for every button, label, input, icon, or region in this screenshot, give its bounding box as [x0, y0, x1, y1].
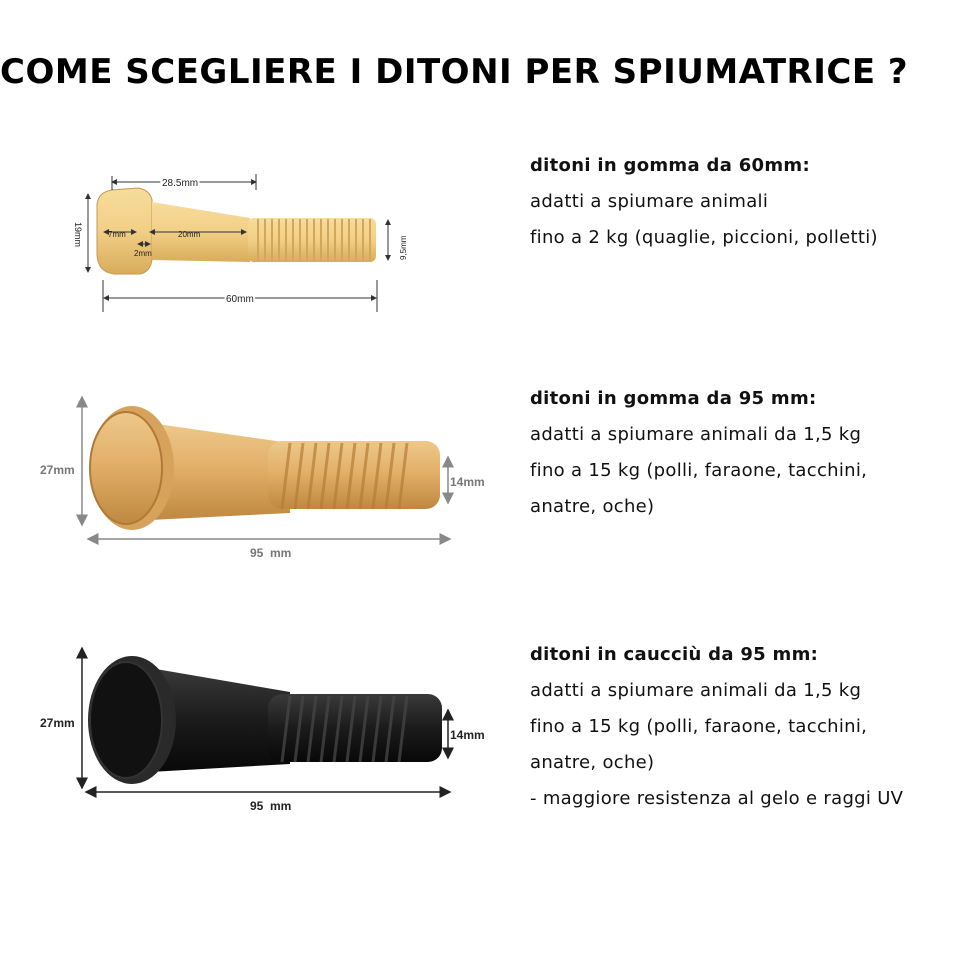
- product-line: adatti a spiumare animali: [530, 191, 769, 212]
- product-line: anatre, oche): [530, 752, 655, 773]
- product-60mm-description: [530, 148, 980, 256]
- finger-60mm-body: [97, 188, 376, 274]
- product-heading: ditoni in gomma da 95 mm:: [530, 388, 817, 409]
- dim-gap-label: 2mm: [134, 249, 152, 258]
- product-line: fino a 15 kg (polli, faraone, tacchini,: [530, 460, 868, 481]
- dim-length-label: 95 mm: [250, 799, 292, 813]
- dim-height-label: 19mm: [73, 222, 83, 248]
- product-heading: ditoni in gomma da 60mm:: [530, 155, 810, 176]
- finger-60mm-illustration: [0, 160, 408, 320]
- dim-middle-label: 20mm: [178, 230, 201, 239]
- dim-length-label: 95 mm: [250, 546, 292, 560]
- page-title: COME SCEGLIERE I DITONI PER SPIUMATRICE ?: [0, 52, 909, 92]
- dim-tip-label: 9,5mm: [399, 235, 408, 260]
- dim-tip-label: 14mm: [450, 728, 485, 742]
- dim-height-label: 27mm: [40, 716, 75, 730]
- product-95mm-caoutchouc-description: [530, 637, 980, 817]
- product-heading: ditoni in caucciù da 95 mm:: [530, 644, 819, 665]
- product-line: adatti a spiumare animali da 1,5 kg: [530, 424, 862, 445]
- finger-95mm-rubber-illustration: [0, 385, 500, 570]
- product-line: adatti a spiumare animali da 1,5 kg: [530, 680, 862, 701]
- dim-first-label: 7mm: [108, 230, 126, 239]
- product-line: anatre, oche): [530, 496, 655, 517]
- dim-top-label: 28.5mm: [162, 178, 199, 189]
- dim-tip-label: 14mm: [450, 475, 485, 489]
- product-line: fino a 2 kg (quaglie, piccioni, polletti): [530, 227, 878, 248]
- dim-height-label: 27mm: [40, 463, 75, 477]
- product-line: - maggiore resistenza al gelo e raggi UV: [530, 788, 904, 809]
- finger-95mm-caoutchouc-illustration: [0, 640, 500, 825]
- dim-length-label: 60mm: [226, 294, 254, 305]
- product-line: fino a 15 kg (polli, faraone, tacchini,: [530, 716, 868, 737]
- finger-95mm-rubber-body: [90, 406, 440, 530]
- finger-95mm-caoutchouc-body: [88, 656, 442, 784]
- product-95mm-rubber-description: [530, 381, 980, 525]
